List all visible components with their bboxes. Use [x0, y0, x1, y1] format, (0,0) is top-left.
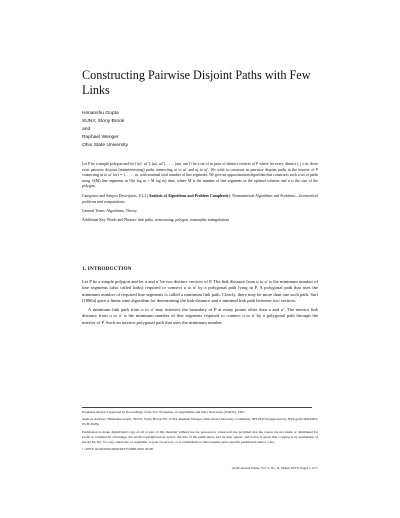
categories-line: [82, 194, 318, 205]
author-name: Raphael Wenger: [82, 135, 119, 141]
body-text: [82, 279, 318, 329]
author-affiliation: Ohio State University: [82, 143, 128, 149]
general-terms: General Terms: Algorithms, Theory: [82, 208, 137, 213]
footnote-item: Authors Address: Himanshu Gupta, SUNY, Stony Brook NY 11794. Raphael Wenger, Ohio State University, Columbus, OH 43210 (supported by NSA grant MDA904-93-H-3026).: [82, 417, 318, 427]
footnote-rule: [82, 407, 312, 408]
paper-title: Constructing Pairwise Disjoint Paths with Few Links: [82, 68, 311, 97]
footnote-item: © 20YY ACM 0000-0000/20YY/0000-0001 $5.00: [82, 446, 154, 451]
author-name: Himanshu Gupta: [82, 111, 119, 116]
abstract-text: Let P be a simple polygon and let {(u1, u1′), (u2, u2′), . . . , (um, um′)} be a set of m pairs of distinct vertices of P where for every distinct i, j ≤ m, there exist pairwise disjoint (nonintersecting) paths connecting ui to ui′ and uj to uj′. We wish to construct m pairwise disjoint paths in the interior of P connecting ui to ui′ for i = 1, . . . , m, with minimal total number of line segments. We give an approximation algorithm that constructs such a set of paths using O(M) line segments in O(n log m + M log m) time, where M is the number of line segments in the optimal solution and n is the size of the polygon.: [82, 162, 318, 189]
footnote-item: Permission to make digital/hard copy of all or part of this material without fee for personal or classroom use provided that the copies are not made or distributed for profit or commercial advantage, the ACM copyright/server notice, the title of the publication, and its date appear, and notice is given that copying is by permission of the ACM, Inc. To copy otherwise, to republish, to post on servers, or to redistribute to lists requires prior specific permission and/or a fee.: [82, 429, 318, 444]
footnote-item: Extended Abstract appeared in Proceedings of the 3rd. Workshop on Algorithms and Data Structures (WADS), 1997.: [82, 410, 246, 414]
body-paragraph: A minimum link path from u to u′ may intersect the boundary of P at many points other than u and u′. The interior link distance from u to u′ is the minimum number of line segments required to connect u to u′ by a polygonal path through the interior of P. Such an interior polygonal path that uses the minimum number: [82, 307, 318, 325]
categories-bold: Analysis of Algorithms and Problem Complexity: [148, 193, 229, 198]
page-footer: ACM Journal Name, Vol. V, No. N, Month 20YY, Pages 1–0??.: [231, 466, 318, 470]
keywords: Additional Key Words and Phrases: link paths, noncrossing, polygon, isomorphic triangulations: [82, 217, 230, 222]
abstract-block: [82, 162, 318, 227]
body-paragraph: Let P be a simple polygon and let u and u′ be two distinct vertices of P. The link distance from u to u′ is the minimum number of line segments (also called links) required to connect u to u′ by a polygonal path lying in P. A polygonal path that uses the minimum number of required line segments is called a minimum link path. Clearly, there may be more than one such path. Suri [1986a] gave a linear time algorithm for determining the link distance and a minimal link path between two vertices.: [82, 279, 318, 303]
author-conjunction: and: [82, 127, 91, 133]
categories-label: Categories and Subject Descriptors: F.2.2 [: [82, 193, 149, 198]
author-block: [82, 110, 282, 150]
categories-italic: Geometrical problems and computations: [82, 193, 318, 204]
author-affiliation: SUNY, Stony Brook: [82, 119, 125, 125]
footnote-block: [82, 410, 318, 454]
categories-rest: ]: Nonnumerical Algorithms and Problems—: [228, 193, 299, 198]
section-heading: 1. INTRODUCTION: [82, 266, 132, 272]
